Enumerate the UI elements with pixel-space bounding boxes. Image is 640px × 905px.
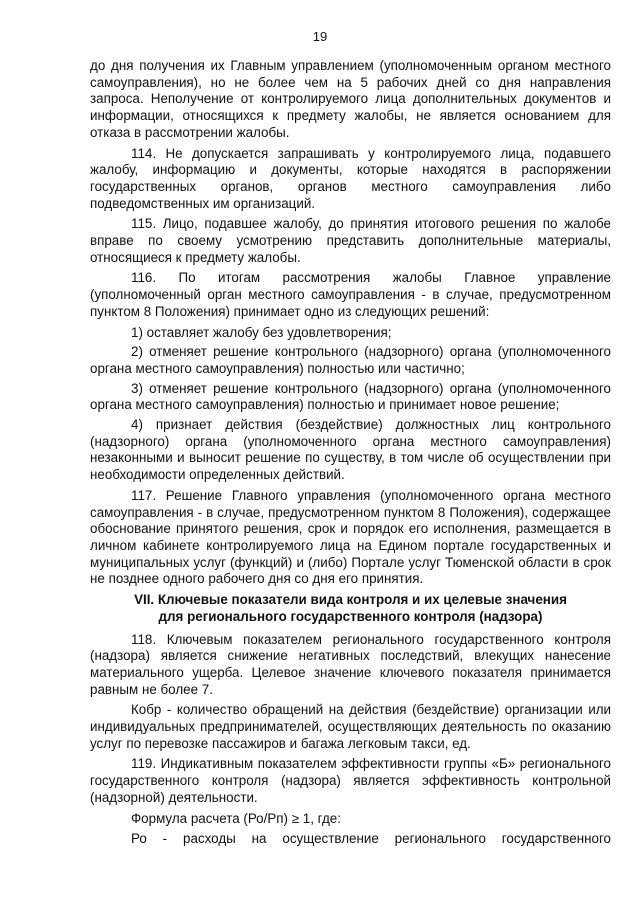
paragraph-116-item-3: 3) отменяет решение контрольного (надзорного) органа (уполномоченного органа местного самоуправления) полностью и принимает новое решение; xyxy=(90,380,611,413)
section-heading-line-1: VII. Ключевые показатели вида контроля и их целевые значения xyxy=(134,592,567,608)
section-heading xyxy=(90,592,611,625)
section-heading-line-2: для регионального государственного контроля (надзора) xyxy=(158,608,543,624)
paragraph-115: 115. Лицо, подавшее жалобу, до принятия итогового решения по жалобе вправе по своему усмотрению представить дополнительные материалы, относящиеся к предмету жалобы. xyxy=(90,216,611,265)
paragraph-117: 117. Решение Главного управления (уполномоченного органа местного самоуправления - в случае, предусмотренном пунктом 8 Положения), содержащее обоснование принятого решения, срок и порядок его исполнения, размещается в личном кабинете контролируемого лица на Едином портале государственных и муниципальных услуг (функций) и (либо) Портале услуг Тюменской области в срок не позднее одного рабочего дня со дня его принятия. xyxy=(90,487,611,587)
paragraph-continuation: до дня получения их Главным управлением (уполномоченным органом местного самоуправления), но не более чем на 5 рабочих дней со дня направления запроса. Неполучение от контролируемого лица дополнительных документов и информации, относящихся к предмету жалобы, не является основанием для отказа в рассмотрении жалобы. xyxy=(90,58,611,140)
paragraph-116-item-1: 1) оставляет жалобу без удовлетворения; xyxy=(131,324,392,340)
paragraph-116-item-2: 2) отменяет решение контрольного (надзорного) органа (уполномоченного органа местного самоуправления) полностью или частично; xyxy=(90,344,611,376)
paragraph-114: 114. Не допускается запрашивать у контролируемого лица, подавшего жалобу, информацию и документы, которые находятся в распоряжении государственных органов, органов местного самоуправления либо подведомственных им организаций. xyxy=(90,145,611,211)
paragraph-119: 119. Индикативным показателем эффективности группы «Б» регионального государственного контроля (надзора) является эффективность контрольной (надзорной) деятельности. xyxy=(90,756,611,805)
paragraph-116: 116. По итогам рассмотрения жалобы Главное управление (уполномоченный орган местного самоуправления - в случае, предусмотренном пунктом 8 Положения) принимает одно из следующих решений: xyxy=(90,270,611,319)
paragraph-ro-definition: Ро - расходы на осуществление регионального государственного xyxy=(131,831,611,847)
paragraph-formula: Формула расчета (Ро/Рп) ≥ 1, где: xyxy=(131,810,341,826)
paragraph-kobr-definition: Кобр - количество обращений на действия (бездействие) организации или индивидуальных предпринимателей, осуществляющих деятельность по оказанию услуг по перевозке пассажиров и багажа легковым такси, ед. xyxy=(90,702,611,751)
paragraph-118: 118. Ключевым показателем регионального государственного контроля (надзора) является снижение негативных последствий, влекущих нанесение материального ущерба. Целевое значение ключевого показателя принимается равным не более 7. xyxy=(90,631,611,697)
page-number: 19 xyxy=(312,29,328,44)
paragraph-116-item-4: 4) признает действия (бездействие) должностных лиц контрольного (надзорного) органа (уполномоченного органа местного самоуправления) незаконными и выносит решение по существу, в том числе об осуществлении при необходимости определенных действий. xyxy=(90,417,611,483)
document-body xyxy=(90,58,611,848)
